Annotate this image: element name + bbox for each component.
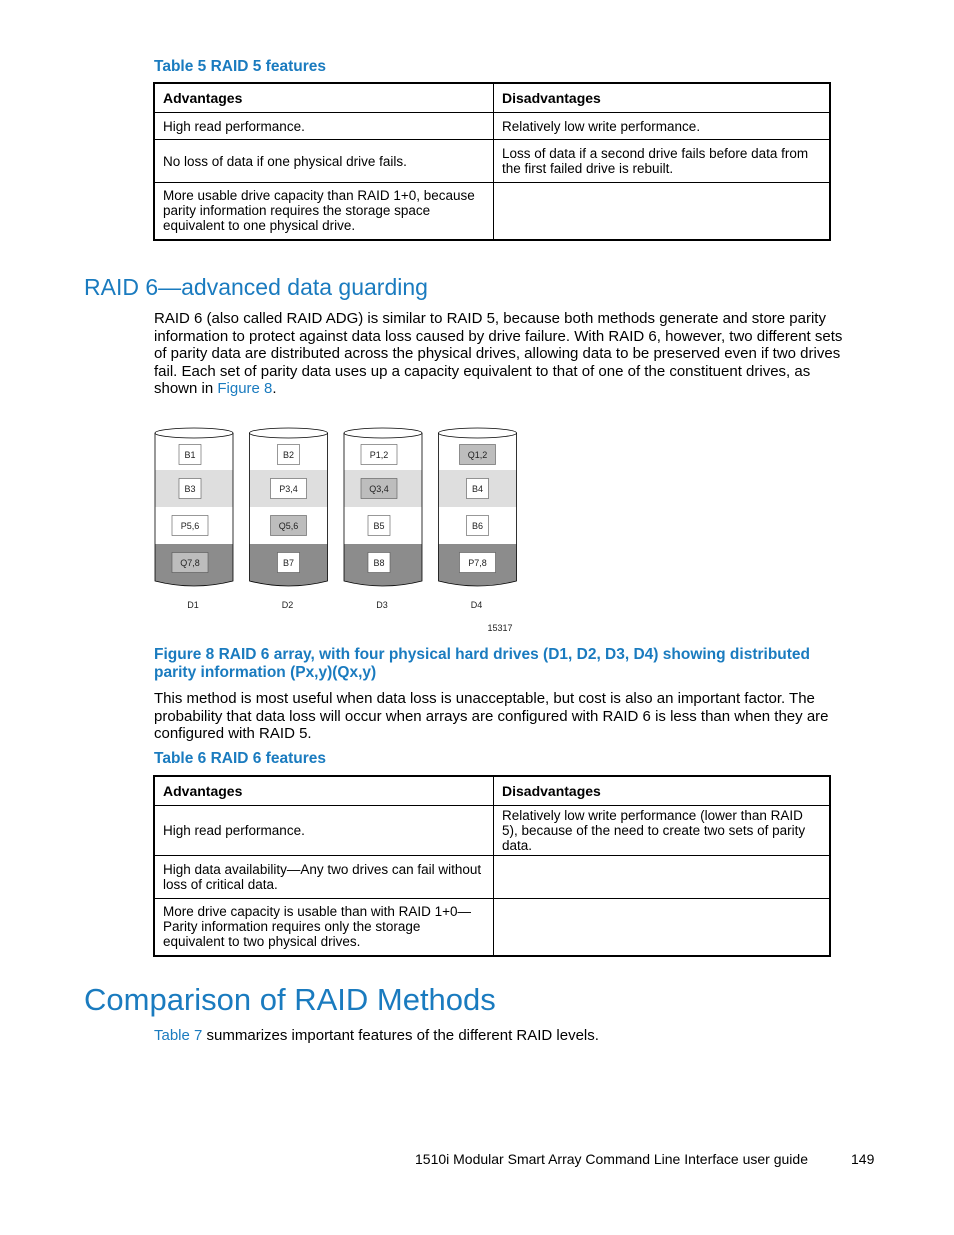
table-cell: More drive capacity is usable than with RAID 1+0—Parity information requires only the storage equivalent to two physical drives. bbox=[154, 899, 494, 956]
block-label: P1,2 bbox=[369, 450, 389, 460]
raid6-drive-diagram bbox=[150, 425, 530, 640]
table6 bbox=[153, 775, 831, 957]
block-label: Q5,6 bbox=[278, 521, 299, 531]
figure-id-number: 15317 bbox=[487, 623, 513, 633]
block-label: B4 bbox=[471, 484, 484, 494]
block-label: B6 bbox=[471, 521, 484, 531]
drive-label: D3 bbox=[376, 600, 388, 610]
drive-d1 bbox=[155, 428, 233, 610]
table6-caption: Table 6 RAID 6 features bbox=[154, 750, 326, 767]
drive-base bbox=[344, 579, 422, 586]
drive-label: D1 bbox=[187, 600, 199, 610]
raid6-paragraph bbox=[154, 310, 844, 398]
table-cell: Loss of data if a second drive fails before data from the first failed drive is rebuilt. bbox=[494, 140, 831, 183]
table-cell bbox=[494, 183, 831, 240]
block-label: B8 bbox=[373, 558, 385, 568]
figure8-caption: Figure 8 RAID 6 array, with four physical hard drives (D1, D2, D3, D4) showing distributed parity information (Px,y)(Qx,y) bbox=[154, 646, 811, 681]
table-row bbox=[154, 140, 830, 183]
figure8-link[interactable]: Figure 8 bbox=[217, 380, 273, 397]
block-label: Q3,4 bbox=[369, 484, 389, 494]
table-cell bbox=[494, 899, 831, 956]
table-row bbox=[154, 899, 830, 956]
paragraph-text: RAID 6 (also called RAID ADG) is similar to RAID 5, because both methods generate and store parity information to protect against data loss caused by drive failure. With RAID 6, however, two different sets of parity data are distributed across the physical drives, allowing data to be preserved even if two drives fail. Each set of parity data uses up a capacity equivalent to that of one of the constituent drives, as shown in bbox=[154, 310, 843, 397]
drive-base bbox=[155, 579, 233, 586]
table-cell: No loss of data if one physical drive fails. bbox=[154, 140, 494, 183]
section-heading-raid6: RAID 6—advanced data guarding bbox=[84, 274, 428, 300]
raid6-usage-paragraph: This method is most useful when data loss is unacceptable, but cost is also an important factor. The probability that data loss will occur when arrays are configured with RAID 6 is less than when they are configured with RAID 5. bbox=[154, 690, 829, 742]
table5-caption: Table 5 RAID 5 features bbox=[154, 58, 326, 75]
block-label: B3 bbox=[184, 484, 196, 494]
raid6-figure bbox=[150, 425, 530, 645]
drive-top bbox=[155, 428, 233, 438]
block-label: P5,6 bbox=[180, 521, 200, 531]
table-header-cell: Advantages bbox=[154, 776, 494, 806]
table-header-row bbox=[154, 776, 830, 806]
comparison-paragraph bbox=[154, 1027, 844, 1045]
table-cell bbox=[494, 856, 831, 899]
table-header-cell: Disadvantages bbox=[494, 776, 831, 806]
table-row bbox=[154, 113, 830, 140]
table-row bbox=[154, 183, 830, 240]
block-label: Q1,2 bbox=[467, 450, 488, 460]
table-cell: More usable drive capacity than RAID 1+0, because parity information requires the storage space equivalent to one physical drive. bbox=[154, 183, 494, 240]
table-header-cell: Disadvantages bbox=[494, 83, 831, 113]
drive-d4 bbox=[439, 428, 517, 610]
table-cell: High read performance. bbox=[154, 113, 494, 140]
table-header-row bbox=[154, 83, 830, 113]
page-number: 149 bbox=[851, 1151, 875, 1167]
drive-base bbox=[250, 579, 328, 586]
drive-base bbox=[439, 579, 517, 586]
table-row bbox=[154, 856, 830, 899]
drive-top bbox=[344, 428, 422, 438]
paragraph-text: summarizes important features of the different RAID levels. bbox=[202, 1027, 599, 1044]
block-label: B7 bbox=[282, 558, 295, 568]
drive-d2 bbox=[250, 428, 328, 610]
block-label: B5 bbox=[373, 521, 385, 531]
table-cell: Relatively low write performance. bbox=[494, 113, 831, 140]
table7-link[interactable]: Table 7 bbox=[154, 1027, 203, 1044]
drive-d3 bbox=[344, 428, 422, 610]
paragraph-text: . bbox=[272, 380, 277, 397]
drive-top bbox=[250, 428, 328, 438]
table5 bbox=[153, 82, 831, 241]
block-label: P3,4 bbox=[279, 484, 298, 494]
drive-top bbox=[439, 428, 517, 438]
block-label: Q7,8 bbox=[180, 558, 200, 568]
table-cell: High data availability—Any two drives can fail without loss of critical data. bbox=[154, 856, 494, 899]
block-label: B2 bbox=[282, 450, 295, 460]
drive-label: D4 bbox=[470, 600, 483, 610]
section-heading-comparison: Comparison of RAID Methods bbox=[84, 982, 496, 1017]
table-cell: Relatively low write performance (lower than RAID 5), because of the need to create two sets of parity data. bbox=[494, 806, 831, 856]
block-label: P7,8 bbox=[468, 558, 487, 568]
drive-label: D2 bbox=[281, 600, 294, 610]
table-cell: High read performance. bbox=[154, 806, 494, 856]
table-row bbox=[154, 806, 830, 856]
footer-title: 1510i Modular Smart Array Command Line Interface user guide bbox=[415, 1151, 808, 1167]
block-label: B1 bbox=[184, 450, 196, 460]
table-header-cell: Advantages bbox=[154, 83, 494, 113]
